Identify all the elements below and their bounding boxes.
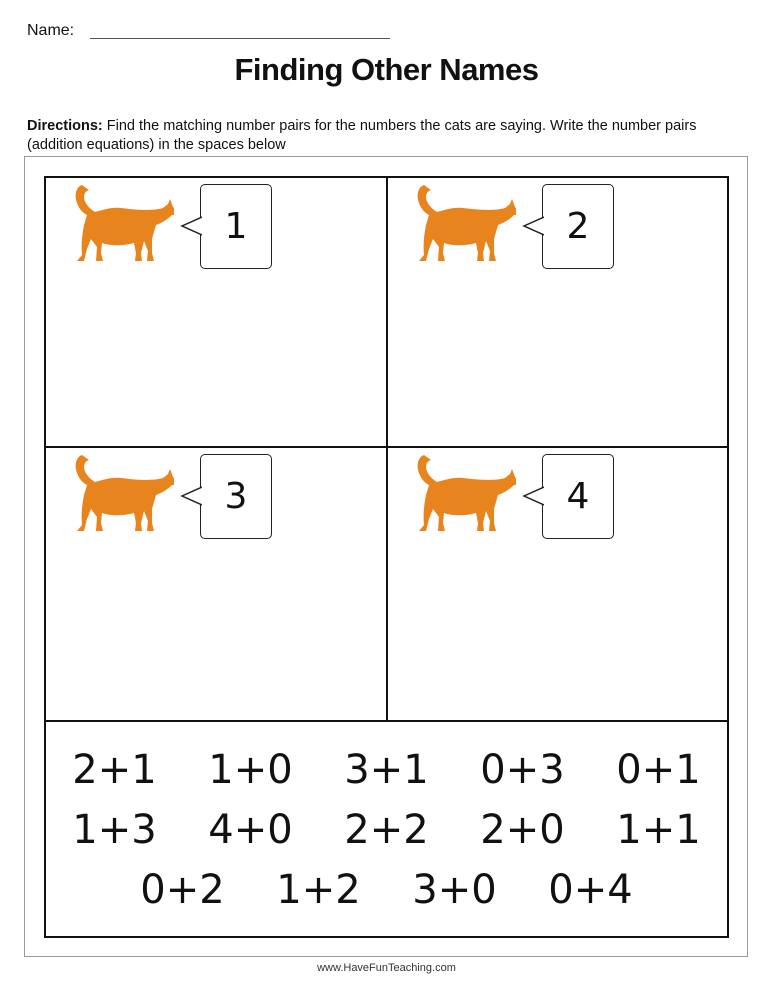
- equation: 1+3: [72, 807, 157, 853]
- answer-cell-3[interactable]: [46, 448, 386, 718]
- answer-grid: [44, 176, 729, 938]
- directions-label: Directions:: [27, 118, 103, 134]
- word-bank-row: [46, 747, 727, 793]
- name-label: Name:: [27, 22, 75, 39]
- equation: 3+0: [412, 867, 497, 913]
- speech-bubble-number: 4: [542, 454, 614, 539]
- equation: 0+2: [140, 867, 225, 913]
- speech-bubble-number: 1: [200, 184, 272, 269]
- equation: 0+4: [548, 867, 633, 913]
- name-line[interactable]: [90, 38, 390, 39]
- speech-bubble-number: 3: [200, 454, 272, 539]
- equation: 0+1: [616, 747, 701, 793]
- speech-bubble-tail: [180, 486, 202, 506]
- equation: 1+2: [276, 867, 361, 913]
- cat-icon: [68, 182, 174, 264]
- equation: 2+1: [72, 747, 157, 793]
- cat-icon: [410, 182, 516, 264]
- directions: [27, 117, 747, 155]
- answer-cell-1[interactable]: [46, 178, 386, 448]
- speech-bubble-tail: [522, 216, 544, 236]
- speech-bubble-number: 2: [542, 184, 614, 269]
- equation: 2+0: [480, 807, 565, 853]
- equation: 0+3: [480, 747, 565, 793]
- word-bank: [46, 723, 727, 938]
- divider: [46, 720, 727, 722]
- word-bank-row: [46, 807, 727, 853]
- answer-cell-4[interactable]: [388, 448, 728, 718]
- word-bank-row: [46, 867, 727, 913]
- equation: 3+1: [344, 747, 429, 793]
- directions-text: Find the matching number pairs for the numbers the cats are saying. Write the number pairs (addition equations) in the spaces below: [27, 118, 697, 153]
- cat-icon: [410, 452, 516, 534]
- equation: 1+0: [208, 747, 293, 793]
- speech-bubble-tail: [180, 216, 202, 236]
- answer-cell-2[interactable]: [388, 178, 728, 448]
- equation: 4+0: [208, 807, 293, 853]
- equation: 1+1: [616, 807, 701, 853]
- cat-icon: [68, 452, 174, 534]
- footer-url: www.HaveFunTeaching.com: [317, 962, 456, 974]
- speech-bubble-tail: [522, 486, 544, 506]
- equation: 2+2: [344, 807, 429, 853]
- page-title: Finding Other Names: [234, 52, 539, 87]
